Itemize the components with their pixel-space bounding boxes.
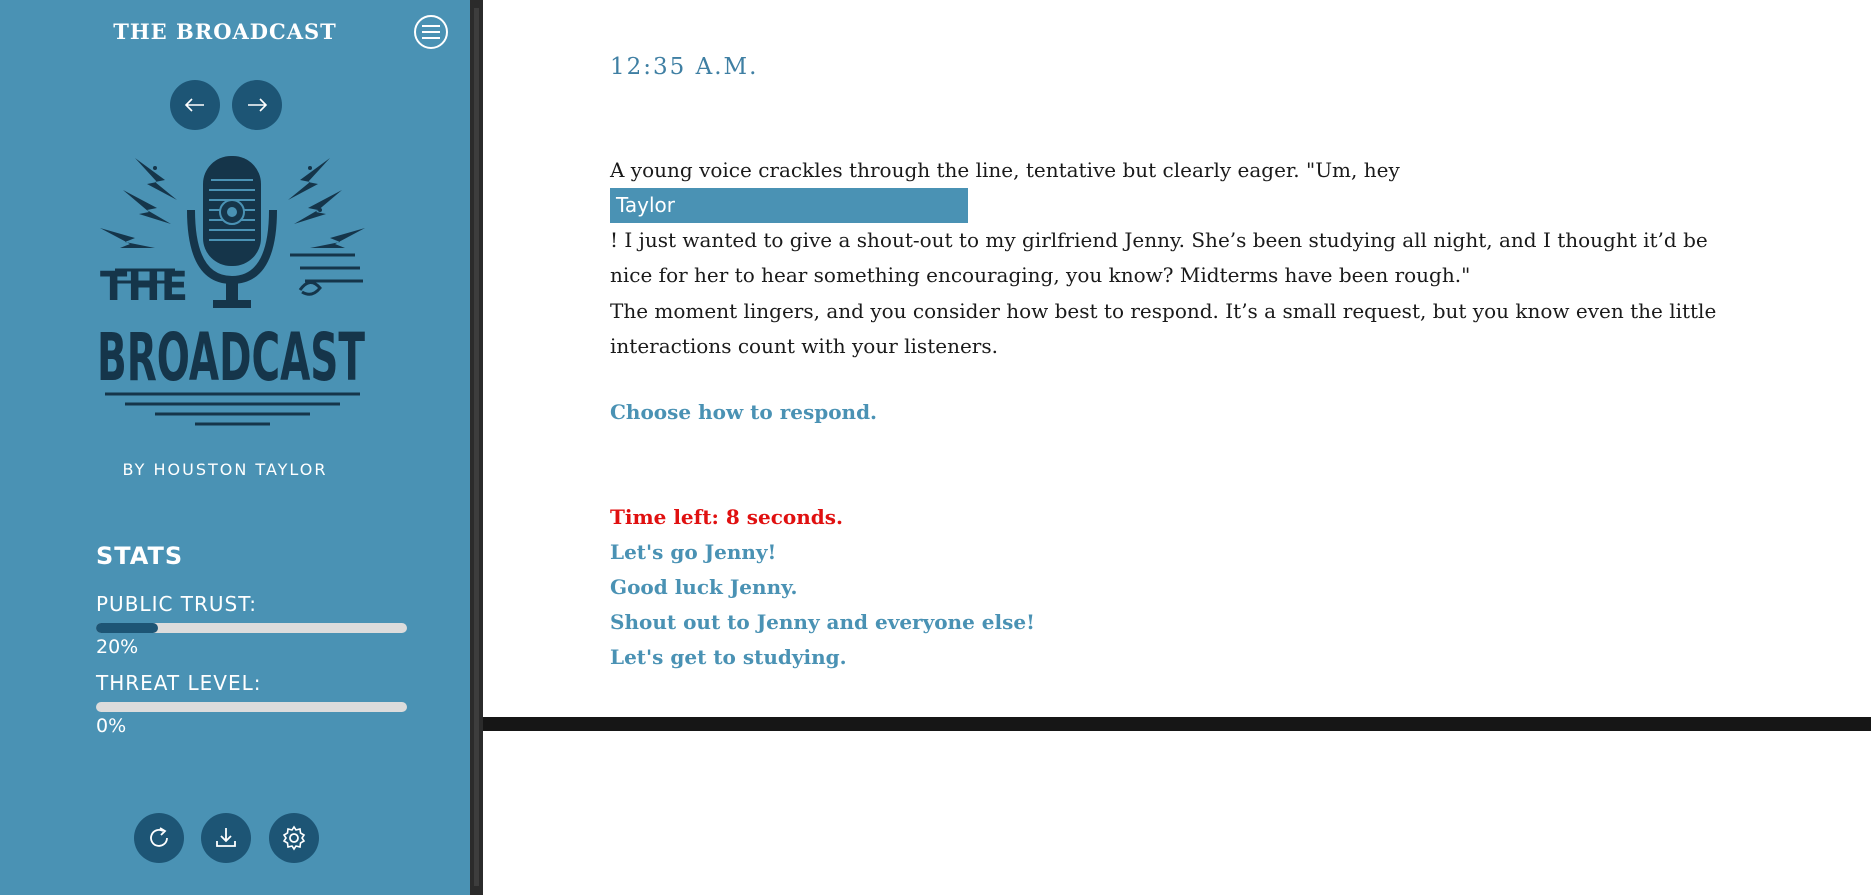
menu-button[interactable]: [414, 15, 448, 49]
choice-option-2[interactable]: Good luck Jenny.: [610, 575, 798, 599]
choice-option-3[interactable]: Shout out to Jenny and everyone else!: [610, 610, 1035, 634]
back-button[interactable]: [170, 80, 220, 130]
settings-button[interactable]: [269, 813, 319, 863]
story-title: THE BROADCAST: [113, 19, 337, 44]
forward-button[interactable]: [232, 80, 282, 130]
choice-option-4[interactable]: Let's get to studying.: [610, 645, 847, 669]
arrow-left-icon: [185, 98, 205, 112]
stat-bar-threat-level: [96, 702, 407, 712]
sidebar: [0, 0, 470, 895]
broadcast-logo: [95, 150, 370, 430]
story-paragraph-1: [610, 153, 1735, 293]
countdown-timer: Time left: 8 seconds.: [610, 505, 843, 529]
scrollbar-handle[interactable]: [474, 8, 479, 886]
stat-label-public-trust: PUBLIC TRUST:: [96, 592, 257, 616]
logo-text-broadcast: BROADCAST: [97, 319, 365, 396]
content-bottom-bar: [483, 717, 1871, 731]
paragraph-1-start: A young voice crackles through the line, tentative but clearly eager. "Um, hey: [610, 158, 1400, 182]
restart-icon: [146, 825, 172, 851]
author-byline: BY HOUSTON TAYLOR: [122, 460, 328, 479]
logo-text-the: THE: [100, 264, 189, 310]
hamburger-menu-icon: [422, 25, 440, 39]
save-button[interactable]: [201, 813, 251, 863]
story-paragraph-2: The moment lingers, and you consider how best to respond. It’s a small request, but you know even the little interactions count with your listeners.: [610, 299, 1717, 358]
scene-time: 12:35 A.M.: [610, 54, 759, 80]
save-download-icon: [213, 825, 239, 851]
restart-button[interactable]: [134, 813, 184, 863]
stats-heading: STATS: [96, 542, 184, 570]
stat-bar-public-trust: [96, 623, 407, 633]
stat-value-threat-level: 0%: [96, 715, 127, 737]
paragraph-1-end: ! I just wanted to give a shout-out to my girlfriend Jenny. She’s been studying all night, and I thought it’d be nice for her to hear something encouraging, you know? Midterms have been rough.": [610, 228, 1708, 287]
stat-fill-public-trust: [96, 623, 158, 633]
arrow-right-icon: [247, 98, 267, 112]
choose-response-prompt[interactable]: Choose how to respond.: [610, 400, 878, 424]
stat-label-threat-level: THREAT LEVEL:: [96, 671, 262, 695]
choice-option-1[interactable]: Let's go Jenny!: [610, 540, 777, 564]
stat-value-public-trust: 20%: [96, 636, 139, 658]
host-name-field[interactable]: Taylor: [610, 188, 968, 223]
settings-gear-icon: [281, 825, 307, 851]
